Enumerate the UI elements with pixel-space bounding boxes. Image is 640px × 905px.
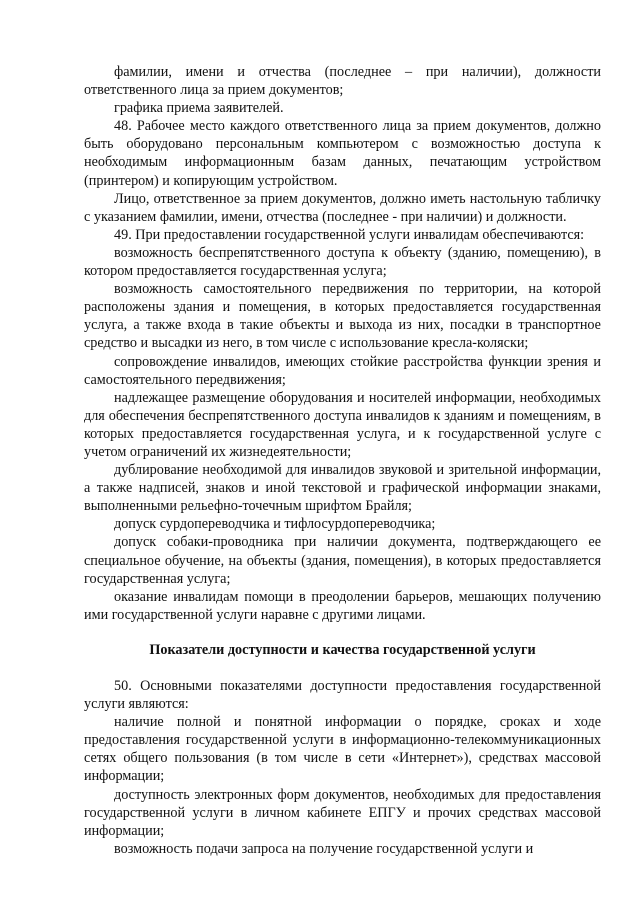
paragraph: графика приема заявителей. [114,100,284,117]
paragraph: оказание инвалидам помощи в преодолении барьеров, мешающих получению ими государственной услуги наравне с другими лицами. [84,588,601,623]
paragraph: наличие полной и понятной информации о порядке, сроках и ходе предоставления государственной услуги в информационно-телекоммуникационных сетях общего пользования (в том числе в сети «Интернет»), средствах массовой информации; [84,714,601,785]
paragraph: возможность беспрепятственного доступа к объекту (зданию, помещению), в котором предоставляется государственная услуга; [84,244,601,280]
section-heading: Показатели доступности и качества государственной услуги [149,641,536,658]
paragraph: допуск собаки-проводника при наличии документа, подтверждающего ее специальное обучение, на объекты (здания, помещения), в которых предоставляется государственная услуга; [84,534,601,587]
paragraph-item-49: 49. При предоставлении государственной услуги инвалидам обеспечиваются: [114,226,585,243]
paragraph-continuation: фамилии, имени и отчества (последнее – при наличии), должности ответственного лица за прием документов; [84,64,601,99]
document-body [84,63,601,858]
paragraph: сопровождение инвалидов, имеющих стойкие расстройства функции зрения и самостоятельного передвижения; [84,353,601,388]
paragraph: Лицо, ответственное за прием документов, должно иметь настольную табличку с указанием фамилии, имени, отчества (последнее - при наличии) и должности. [84,190,601,225]
paragraph-truncated: возможность подачи запроса на получение государственной услуги и [114,840,534,857]
paragraph: допуск сурдопереводчика и тифлосурдопереводчика; [114,516,436,533]
paragraph: доступность электронных форм документов, необходимых для предоставления государственной услуги в личном кабинете ЕПГУ и прочих средствах массовой информации; [84,786,601,839]
paragraph: дублирование необходимой для инвалидов звуковой и зрительной информации, а также надписей, знаков и иной текстовой и графической информации знаками, выполненными рельефно-точечным шрифтом Брайля; [84,462,601,515]
paragraph: надлежащее размещение оборудования и носителей информации, необходимых для обеспечения беспрепятственного доступа инвалидов к зданиям и помещениям, в которых предоставляется государственная услуга, и к государственной услуге с учетом ограничений их жизнедеятельности; [84,389,601,460]
paragraph-item-50: 50. Основными показателями доступности предоставления государственной услуги являются: [84,678,601,713]
paragraph-item-48: 48. Рабочее место каждого ответственного лица за прием документов, должно быть оборудовано персональным компьютером с возможностью доступа к необходимым информационным базам данных, печатающим устройством (принтером) и копирующим устройством. [84,118,601,189]
paragraph: возможность самостоятельного передвижения по территории, на которой расположены здания и помещения, в которых предоставляется государственная услуга, а также входа в такие объекты и выхода из них, посадки в транспортное средство и высадки из него, в том числе с использование кресла-коляски; [84,281,601,352]
